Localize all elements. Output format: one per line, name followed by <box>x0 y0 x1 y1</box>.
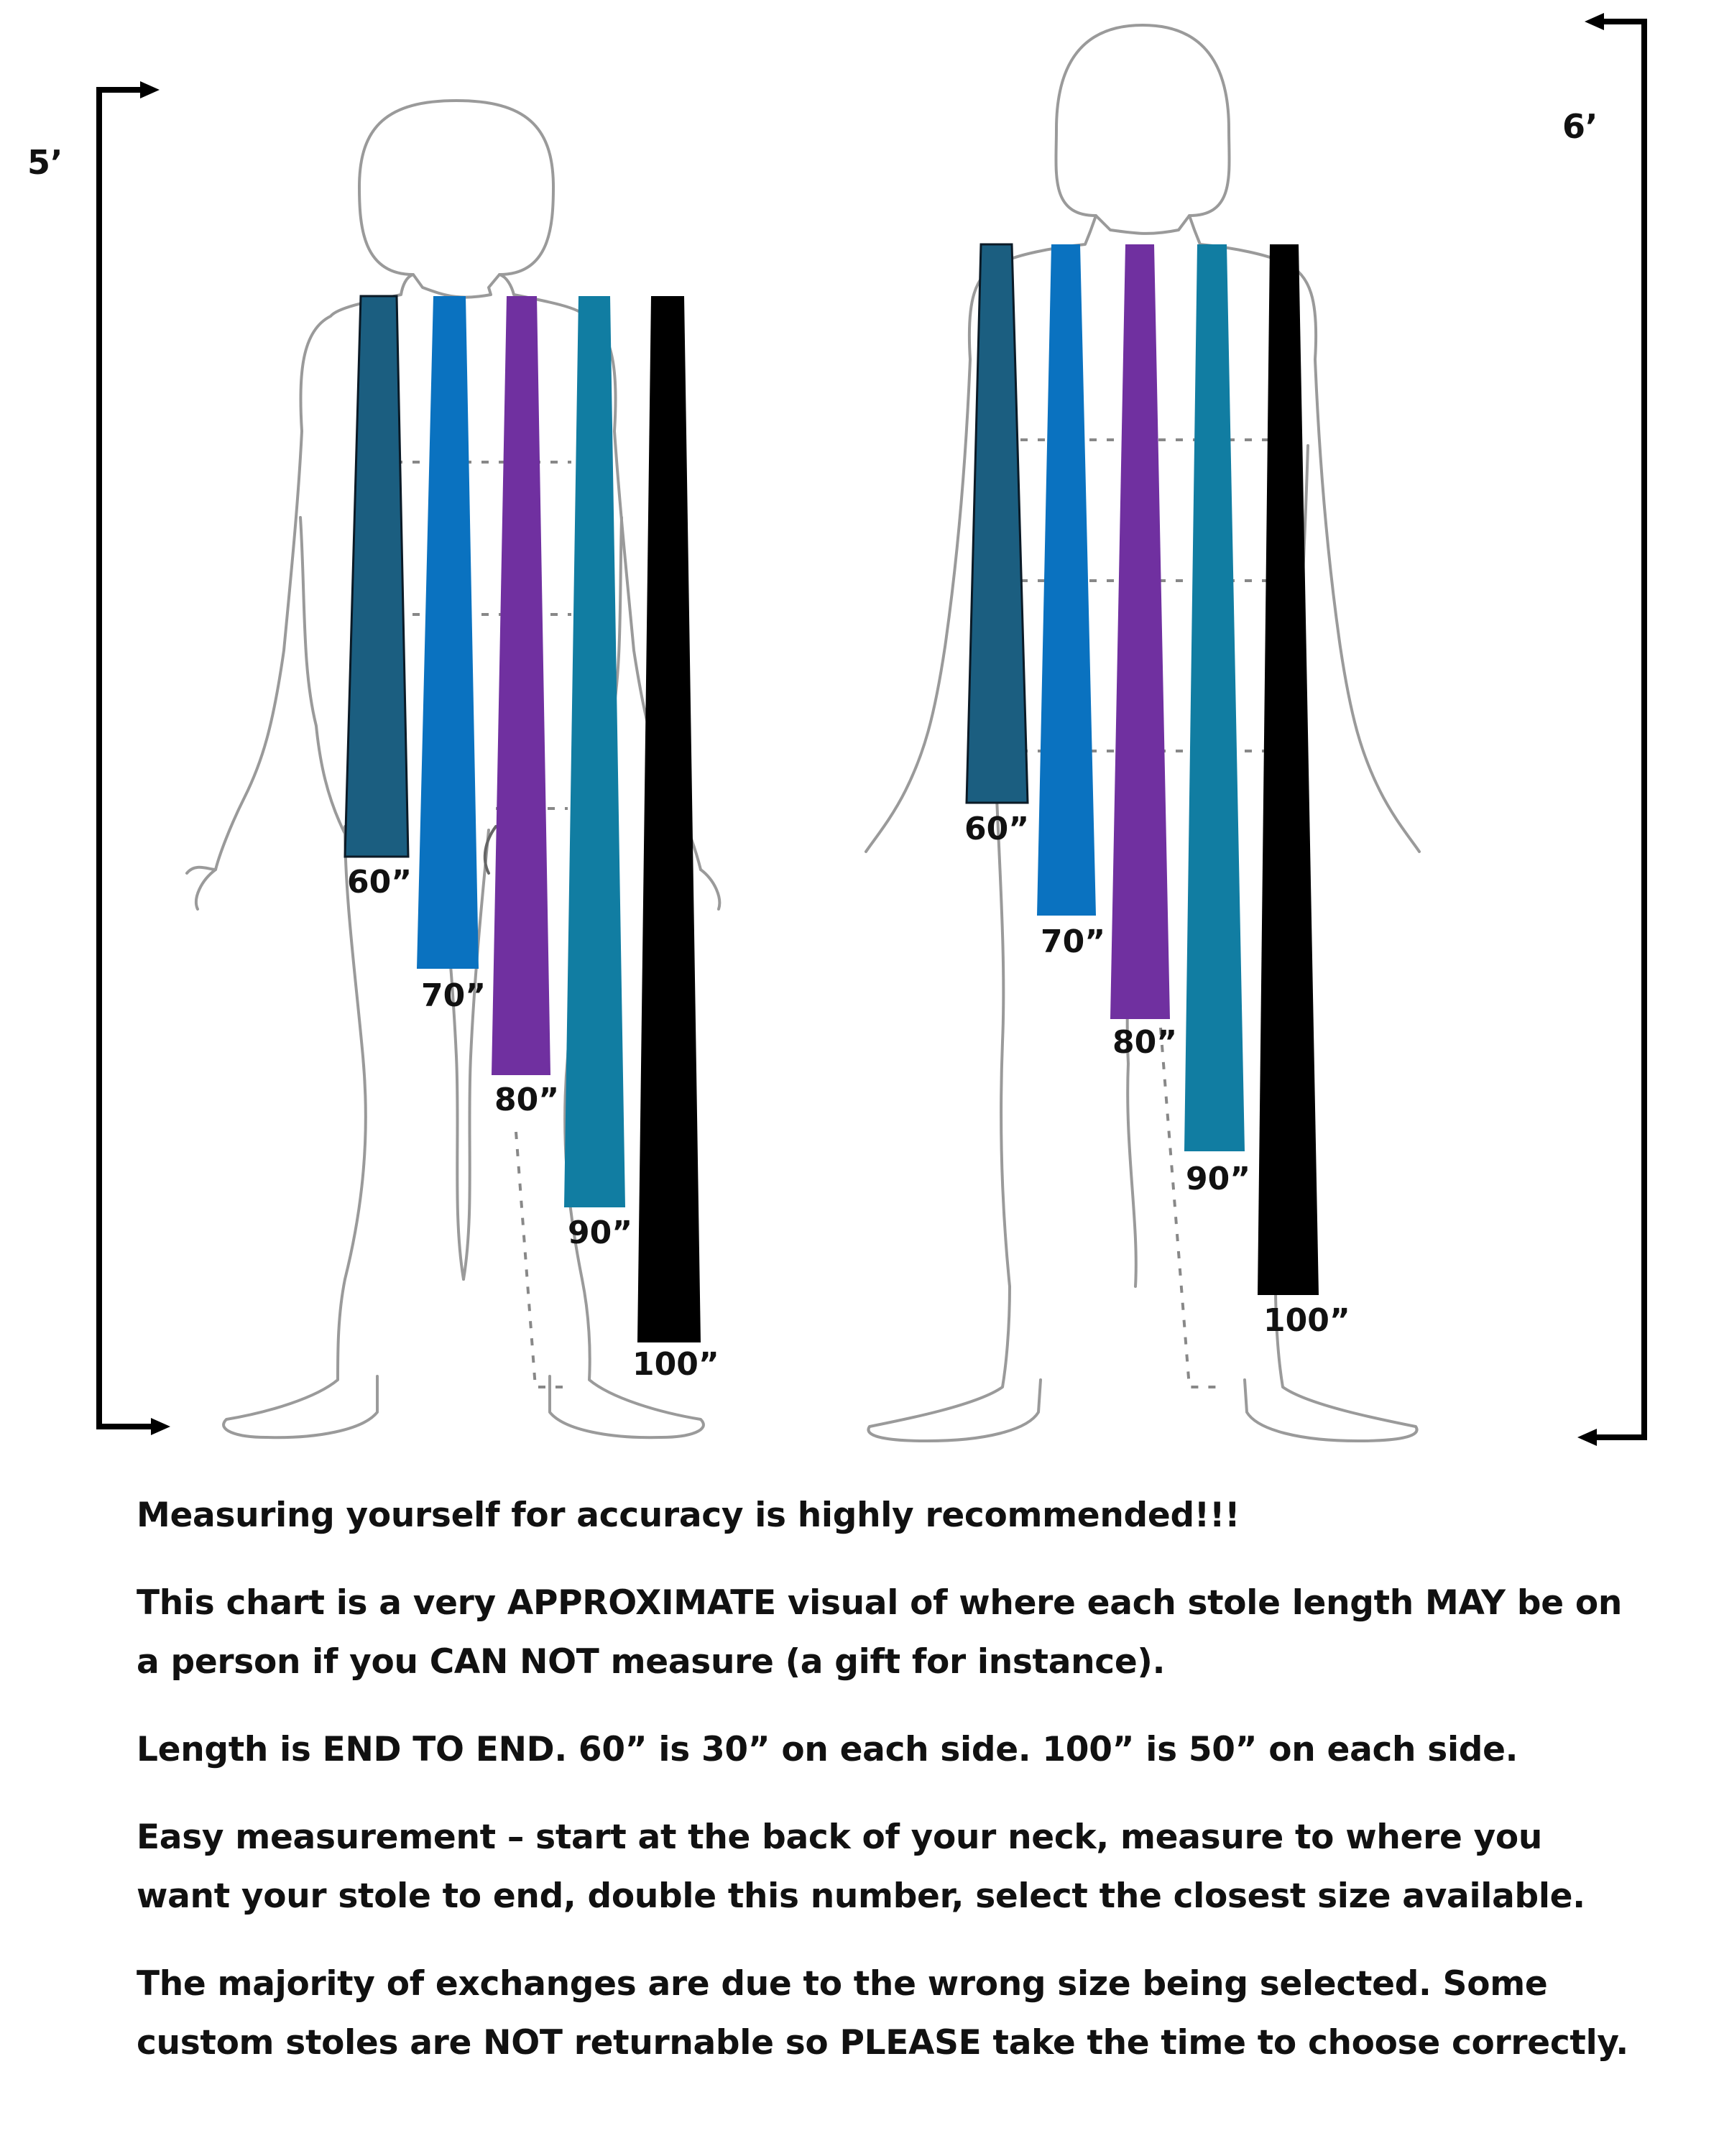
stole-6ft-3 <box>1184 244 1245 1151</box>
stole-6ft-2 <box>1110 244 1170 1019</box>
stole-5ft-0 <box>345 296 408 857</box>
stole-5ft-4 <box>637 296 701 1342</box>
stole-6ft-0 <box>967 244 1028 803</box>
note-approximate: This chart is a very APPROXIMATE visual of where each stole length MAY be on a person if you CAN NOT measure (a gift for instance). <box>137 1583 1622 1682</box>
stole-6ft-4 <box>1258 244 1319 1295</box>
stole-label-5ft-4: 100” <box>632 1346 719 1383</box>
stole-label-5ft-3: 90” <box>568 1215 633 1251</box>
stole-5ft-1 <box>417 296 479 969</box>
height-bracket-6ft <box>1577 13 1644 1446</box>
height-label-5ft: 5’ <box>27 143 63 182</box>
stole-6ft-1 <box>1037 244 1096 916</box>
note-end-to-end: Length is END TO END. 60” is 30” on each side. 100” is 50” on each side. <box>137 1730 1518 1769</box>
stole-5ft-3 <box>564 296 625 1207</box>
stole-label-6ft-0: 60” <box>964 811 1030 847</box>
stole-label-6ft-3: 90” <box>1186 1161 1251 1197</box>
sizing-notes <box>137 1486 1631 2101</box>
note-easy-measurement: Easy measurement – start at the back of your neck, measure to where you want your stole to end, double this number, select the closest size available. <box>137 1818 1585 1916</box>
note-exchanges: The majority of exchanges are due to the wrong size being selected. Some custom stoles are NOT returnable so PLEASE take the time to choose correctly. <box>137 1964 1628 2063</box>
stoles-5ft <box>345 296 719 1383</box>
stole-label-5ft-1: 70” <box>421 977 487 1014</box>
stole-label-6ft-2: 80” <box>1112 1024 1178 1061</box>
stole-label-5ft-2: 80” <box>494 1082 560 1118</box>
stole-label-6ft-4: 100” <box>1263 1302 1350 1339</box>
stoles-6ft <box>964 244 1350 1339</box>
stole-label-6ft-1: 70” <box>1041 923 1106 960</box>
height-bracket-5ft <box>99 81 170 1435</box>
stole-label-5ft-0: 60” <box>347 864 412 900</box>
note-recommendation: Measuring yourself for accuracy is highly recommended!!! <box>137 1496 1240 1535</box>
stole-5ft-2 <box>492 296 550 1075</box>
height-label-6ft: 6’ <box>1562 107 1598 146</box>
